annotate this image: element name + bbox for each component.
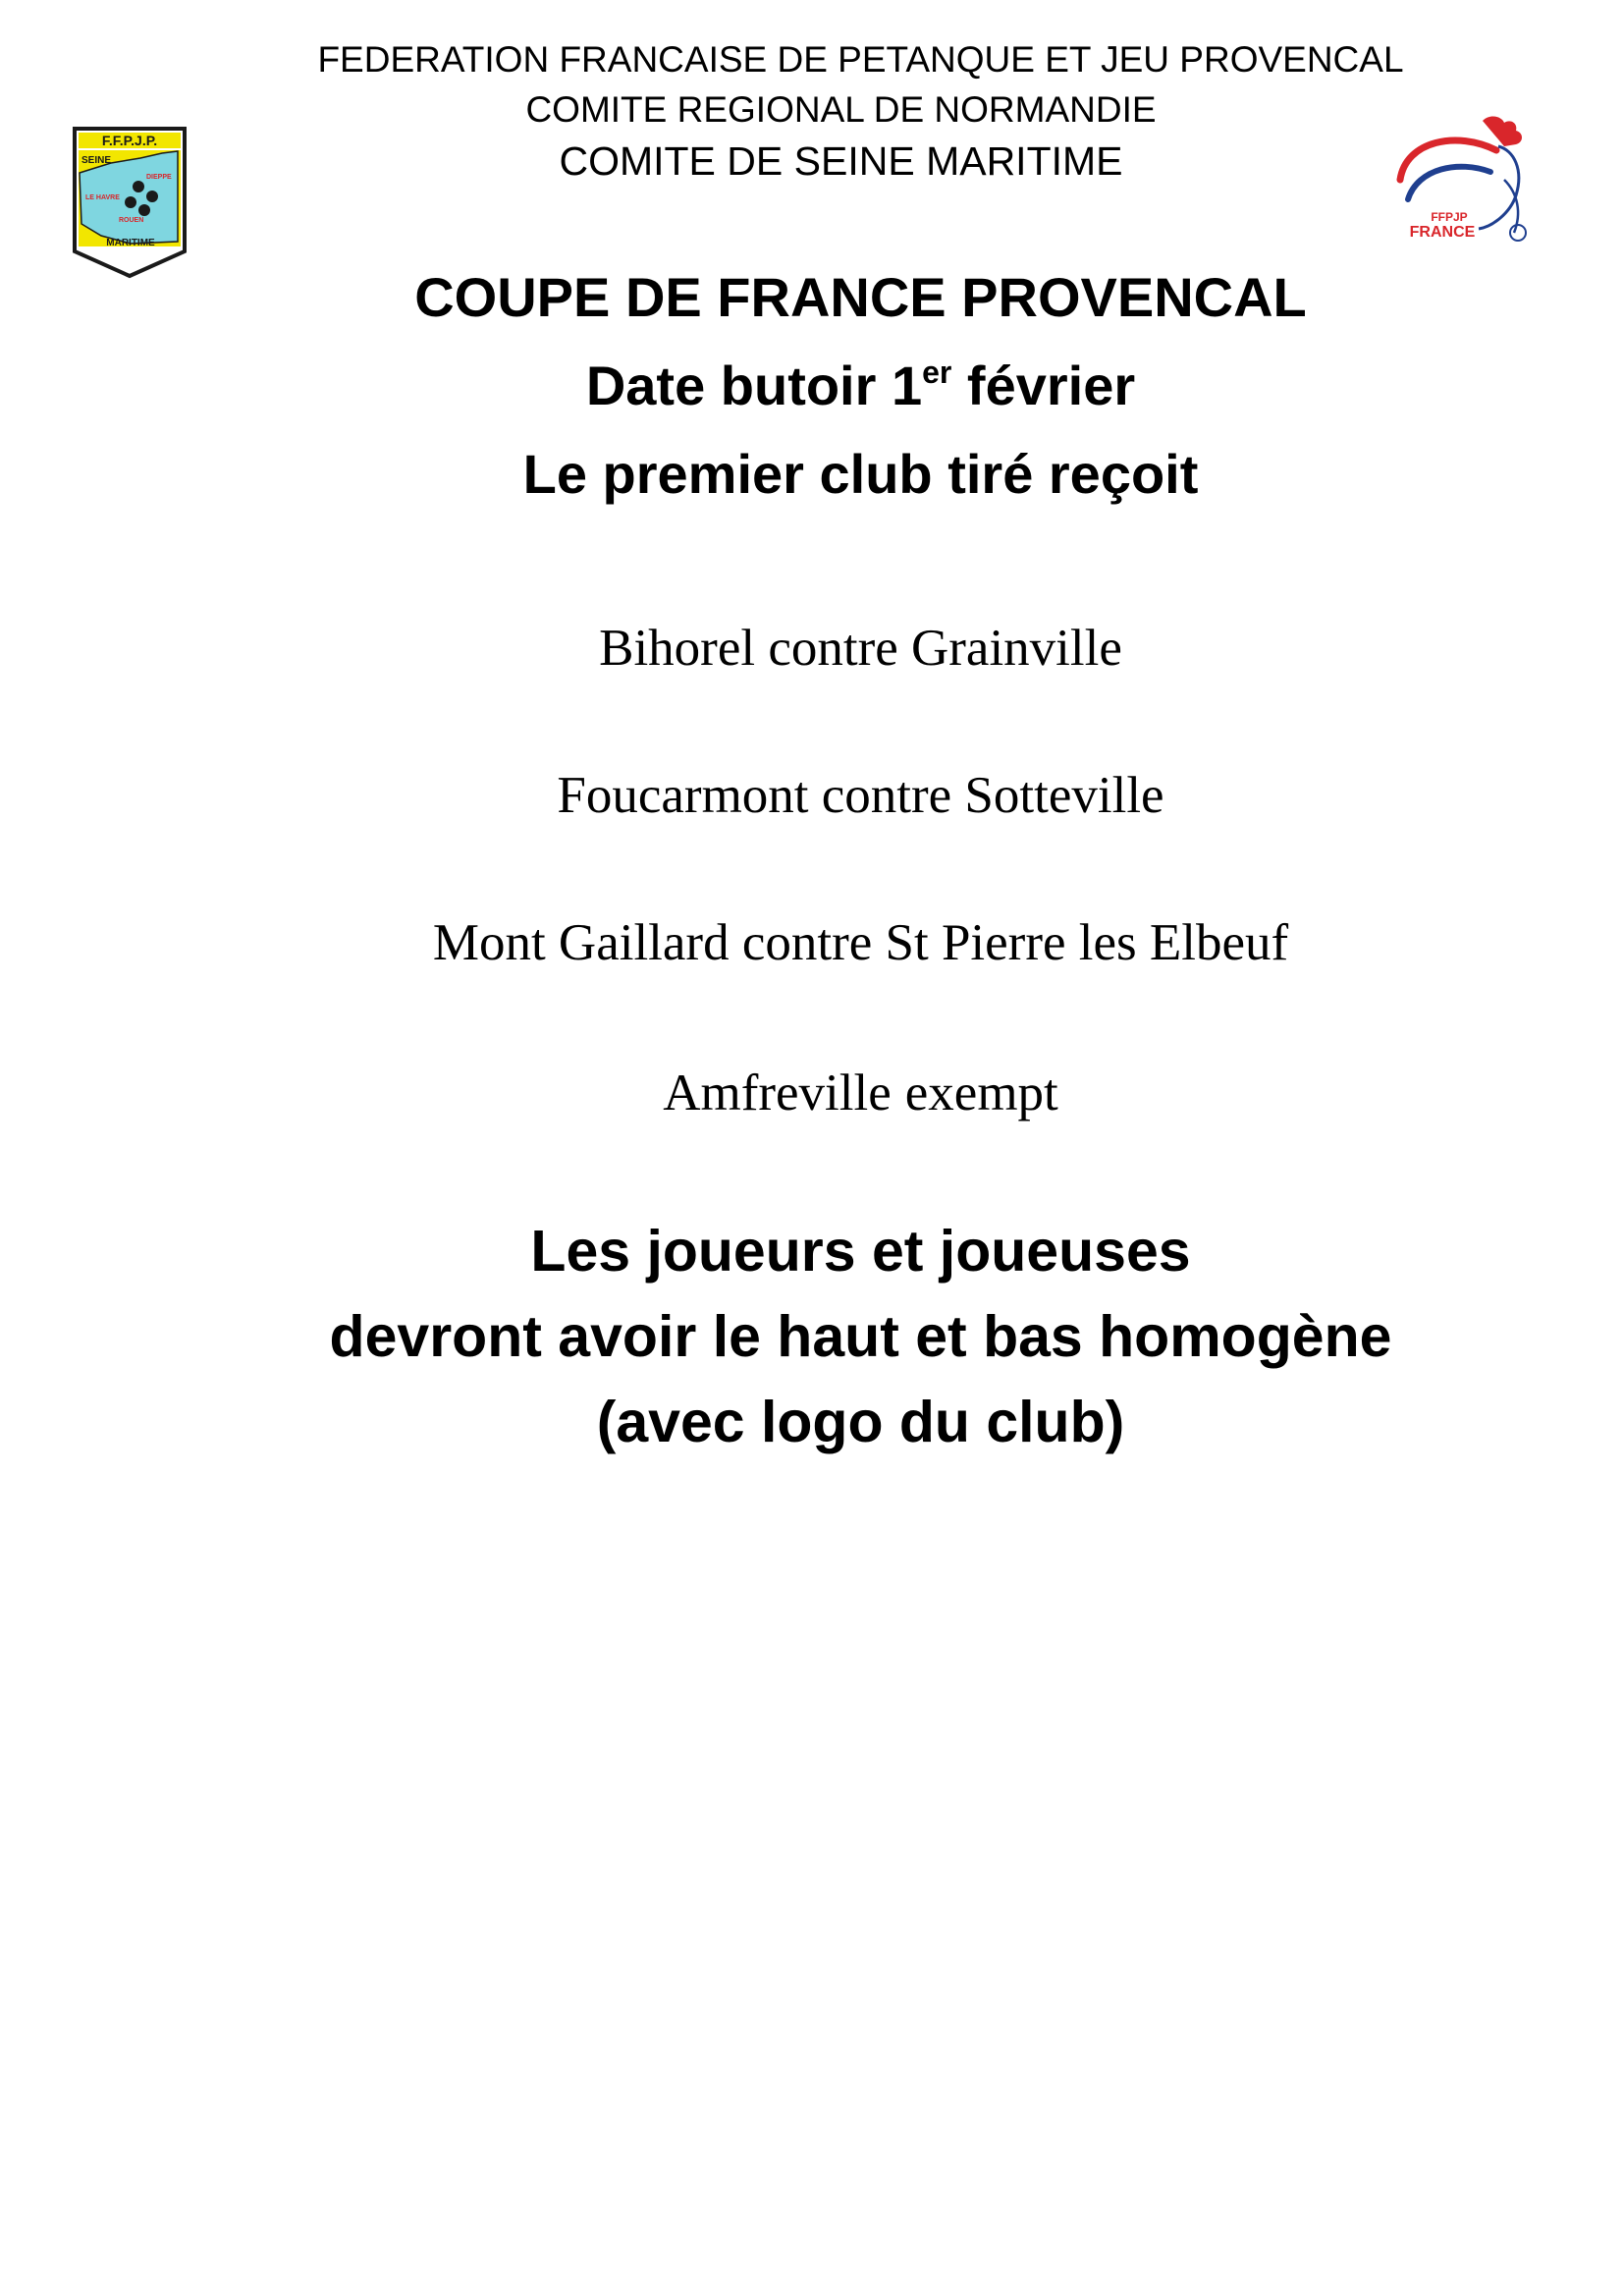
dress-code-line-3: (avec logo du club) — [596, 1390, 1125, 1454]
deadline-line — [49, 354, 1623, 417]
svg-text:MARITIME: MARITIME — [106, 238, 155, 248]
federation-name: FEDERATION FRANCAISE DE PETANQUE ET JEU PROVENCAL — [317, 39, 1404, 80]
match-3: Mont Gaillard contre St Pierre les Elbeuf — [432, 914, 1289, 971]
svg-text:F.F.P.J.P.: F.F.P.J.P. — [101, 133, 158, 148]
host-rule: Le premier club tiré reçoit — [522, 443, 1199, 505]
regional-committee: COMITE REGIONAL DE NORMANDIE — [525, 89, 1157, 130]
svg-text:LE HAVRE: LE HAVRE — [85, 194, 120, 201]
dress-code-line-2: devront avoir le haut et bas homogène — [329, 1304, 1392, 1369]
exempt-club: Amfreville — [663, 1065, 892, 1121]
deadline-text: Date butoir 1 — [585, 355, 923, 416]
deadline-ordinal: er — [922, 355, 952, 390]
cup-title: COUPE DE FRANCE PROVENCAL — [414, 266, 1307, 328]
departmental-committee: COMITE DE SEINE MARITIME — [559, 138, 1123, 184]
svg-text:SEINE: SEINE — [81, 155, 112, 166]
dress-code-line-1: Les joueurs et joueuses — [530, 1219, 1191, 1284]
match-2: Foucarmont contre Sotteville — [557, 767, 1164, 824]
svg-text:DIEPPE: DIEPPE — [146, 174, 172, 181]
svg-text:ROUEN: ROUEN — [119, 217, 144, 224]
svg-text:FRANCE: FRANCE — [1409, 224, 1476, 241]
deadline-month: février — [951, 355, 1136, 416]
svg-text:FFPJP: FFPJP — [1431, 210, 1468, 224]
match-1: Bihorel contre Grainville — [599, 620, 1122, 677]
exempt-label: exempt — [904, 1065, 1058, 1121]
exempt-line — [49, 1064, 1623, 1122]
